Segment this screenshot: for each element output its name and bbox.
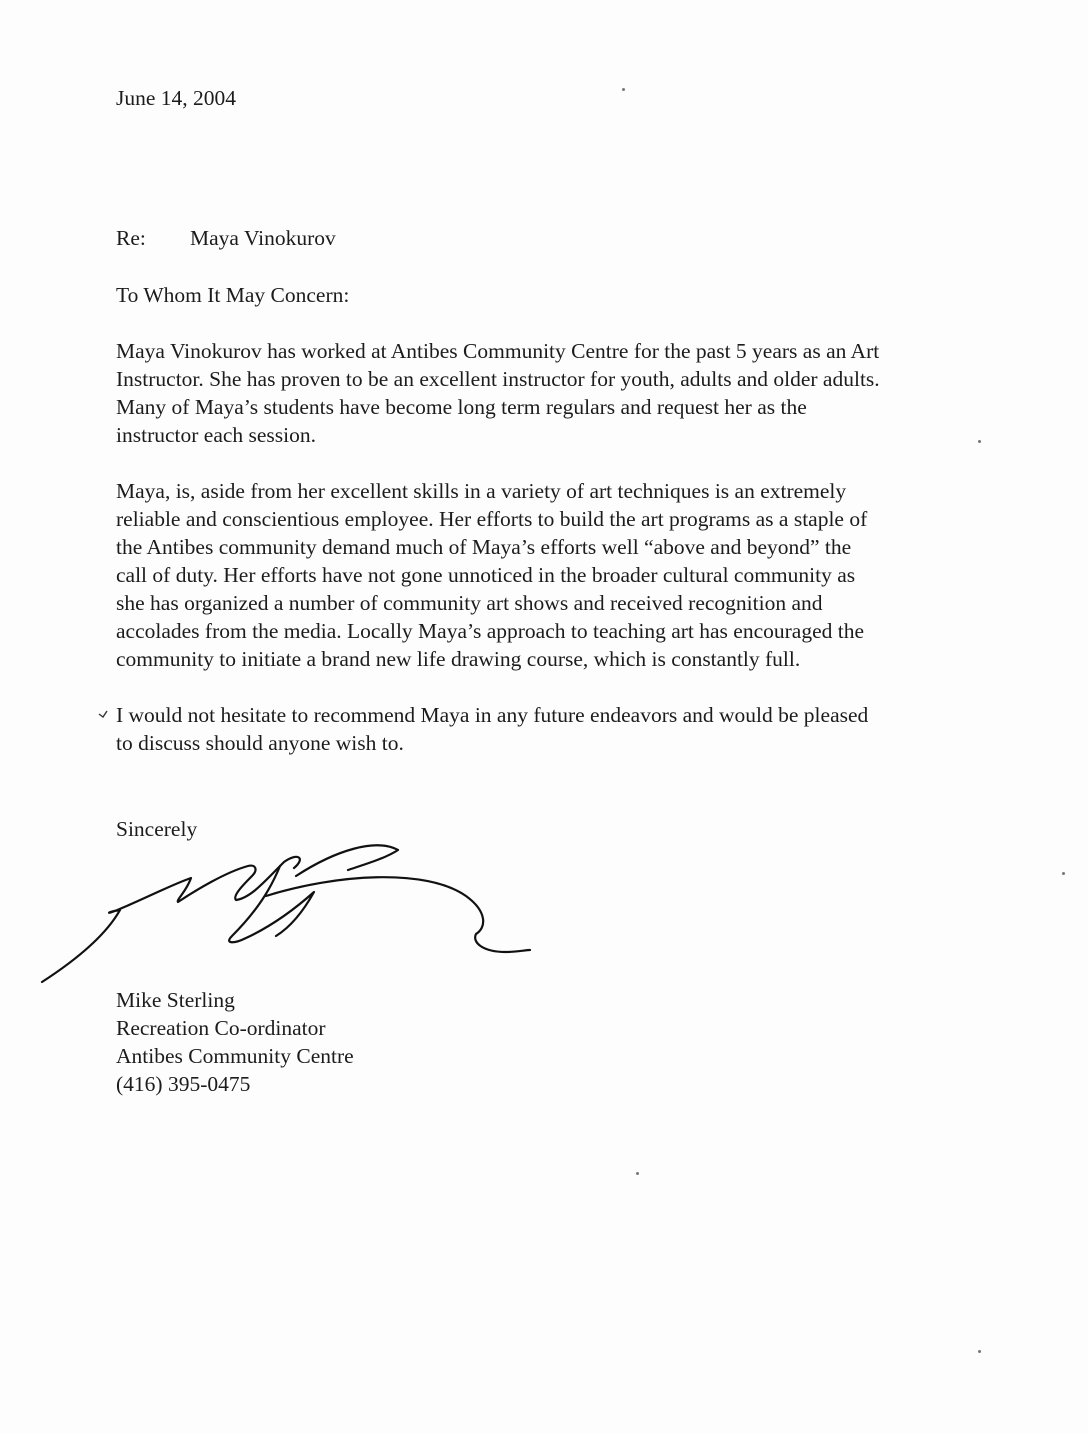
- signer-phone: (416) 395-0475: [116, 1072, 251, 1096]
- handwritten-signature: [36, 840, 536, 990]
- paragraph-line: Maya, is, aside from her excellent skills in a variety of art techniques is an extremely: [116, 479, 847, 503]
- paragraph-3: [116, 701, 1036, 757]
- paragraph-line: accolades from the media. Locally Maya’s approach to teaching art has encouraged the: [116, 619, 864, 643]
- handwritten-tick-mark: [97, 706, 109, 724]
- scan-speck: [636, 1172, 639, 1175]
- paragraph-line: she has organized a number of community art shows and received recognition and: [116, 591, 823, 615]
- paragraph-2: [116, 477, 1036, 673]
- paragraph-line: call of duty. Her efforts have not gone unnoticed in the broader cultural community as: [116, 563, 856, 587]
- re-label: Re:: [116, 226, 146, 250]
- paragraph-line: Maya Vinokurov has worked at Antibes Community Centre for the past 5 years as an Art: [116, 339, 880, 363]
- re-subject-name: Maya Vinokurov: [190, 226, 336, 250]
- paragraph-line: community to initiate a brand new life drawing course, which is constantly full.: [116, 647, 801, 671]
- paragraph-line: instructor each session.: [116, 423, 317, 447]
- paragraph-line: I would not hesitate to recommend Maya in any future endeavors and would be pleased: [116, 703, 869, 727]
- signer-title: Recreation Co-ordinator: [116, 1016, 326, 1040]
- scan-speck: [622, 88, 625, 91]
- salutation: To Whom It May Concern:: [116, 283, 350, 307]
- closing: Sincerely: [116, 817, 198, 841]
- paragraph-line: Instructor. She has proven to be an excellent instructor for youth, adults and older adults.: [116, 367, 880, 391]
- scan-speck: [978, 1350, 981, 1353]
- paragraph-line: reliable and conscientious employee. Her efforts to build the art programs as a staple of: [116, 507, 868, 531]
- scan-speck: [1062, 872, 1065, 875]
- scan-speck: [978, 440, 981, 443]
- signer-organization: Antibes Community Centre: [116, 1044, 354, 1068]
- signer-name: Mike Sterling: [116, 988, 235, 1012]
- signature-block: [116, 986, 354, 1098]
- paragraph-line: the Antibes community demand much of Maya’s efforts well “above and beyond” the: [116, 535, 852, 559]
- paragraph-line: to discuss should anyone wish to.: [116, 731, 404, 755]
- paragraph-1: [116, 337, 1036, 449]
- paragraph-line: Many of Maya’s students have become long term regulars and request her as the: [116, 395, 807, 419]
- letter-date: June 14, 2004: [116, 86, 237, 110]
